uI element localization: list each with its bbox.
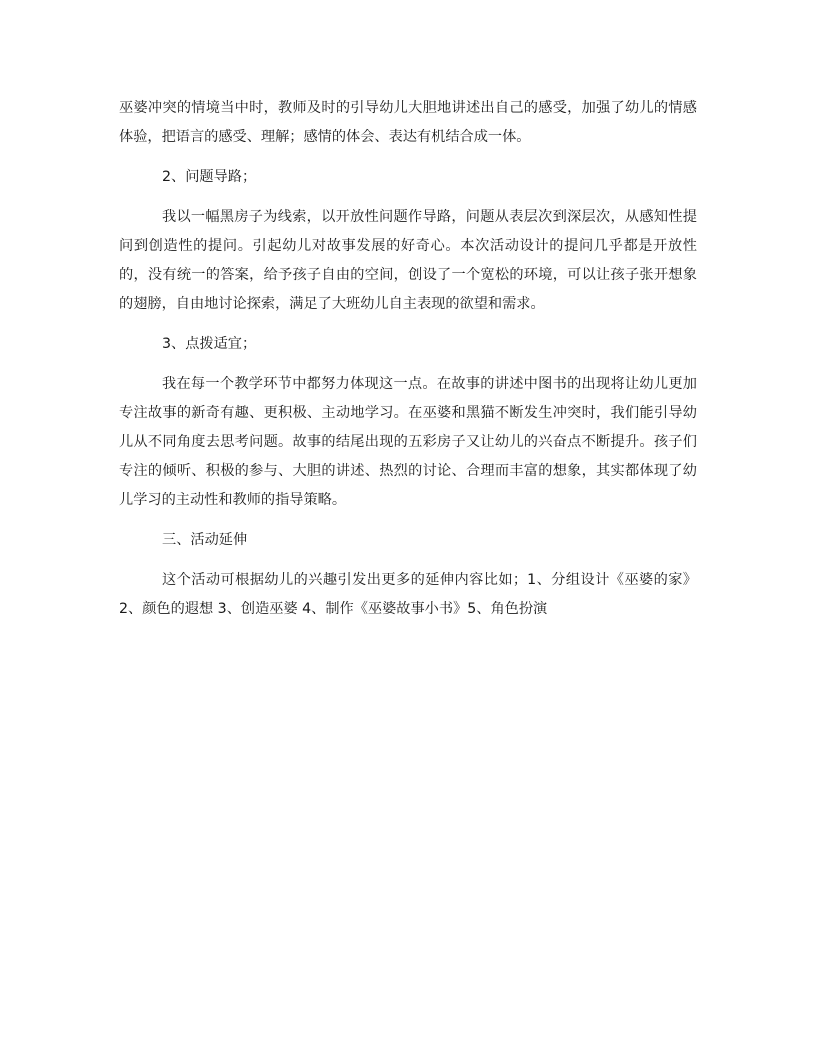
section-heading-question-guidance: 2、问题导路；: [162, 169, 257, 185]
paragraph-question-guidance: 我以一幅黑房子为线索，以开放性问题作导路，问题从表层次到深层次，从感知性提问到创造性的提问。引起幼儿对故事发展的好奇心。本次活动设计的提问几乎都是开放性的，没有统一的答案，给予孩子自由的空间，创设了一个宽松的环境，可以让孩子张开想象的翅膀，自由地讨论探索，满足了大班幼儿自主表现的欲望和需求。: [119, 209, 697, 312]
document-body: [119, 94, 697, 635]
paragraph-guidance-appropriate: 我在每一个教学环节中都努力体现这一点。在故事的讲述中图书的出现将让幼儿更加专注故事的新奇有趣、更积极、主动地学习。在巫婆和黑猫不断发生冲突时，我们能引导幼儿从不同角度去思考问题。故事的结尾出现的五彩房子又让幼儿的兴奋点不断提升。孩子们专注的倾听、积极的参与、大胆的讲述、热烈的讨论、合理而丰富的想象，其实都体现了幼儿学习的主动性和教师的指导策略。: [119, 376, 697, 508]
section-heading-guidance-appropriate: 3、点拨适宜；: [162, 336, 257, 352]
section-heading-activity-extension: 三、活动延伸: [162, 532, 248, 548]
paragraph-activity-extension: 这个活动可根据幼儿的兴趣引发出更多的延伸内容比如；1、分组设计《巫婆的家》2、颜色的遐想 3、创造巫婆 4、制作《巫婆故事小书》5、角色扮演: [119, 572, 697, 617]
paragraph-continuation: 巫婆冲突的情境当中时，教师及时的引导幼儿大胆地讲述出自己的感受，加强了幼儿的情感体验，把语言的感受、理解；感情的体会、表达有机结合成一体。: [119, 100, 697, 145]
